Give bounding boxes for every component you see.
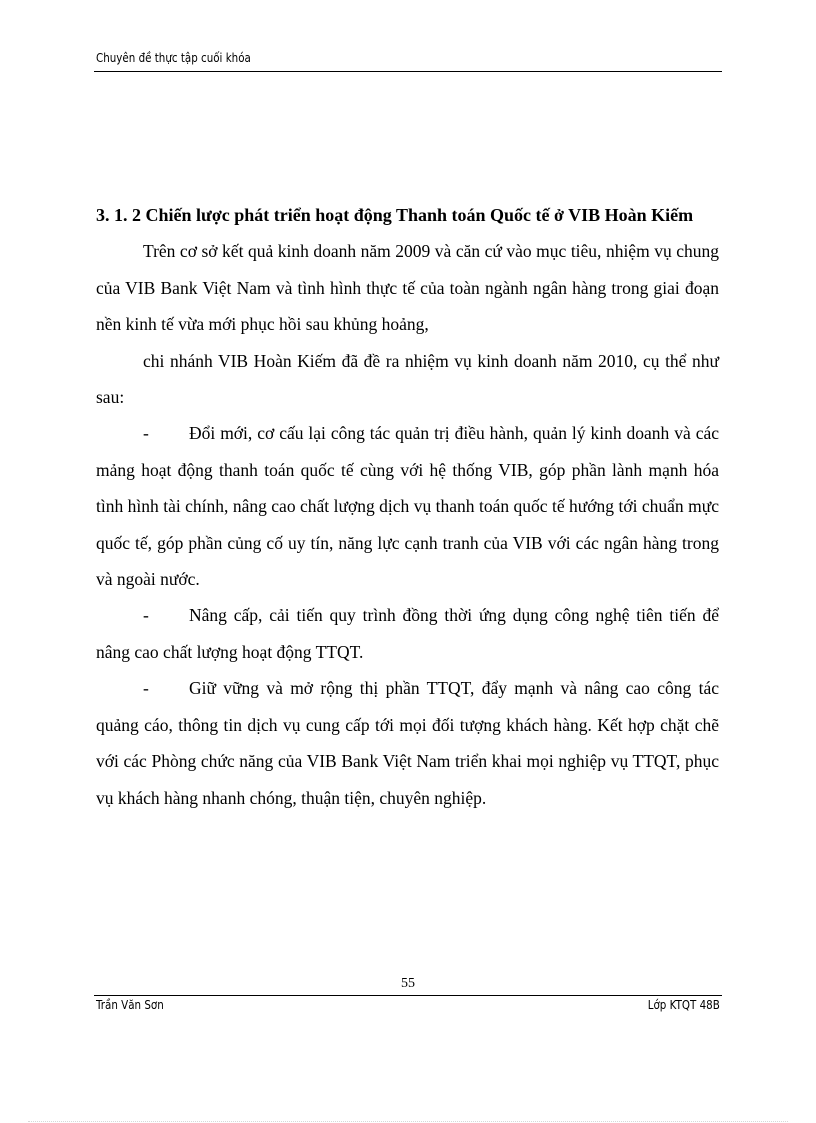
bullet-text: Giữ vững và mở rộng thị phần TTQT, đẩy mạnh và nâng cao công tác quảng cáo, thông tin dịch vụ cung cấp tới mọi đối tượng khách hàng. Kết hợp chặt chẽ với các Phòng chức năng của VIB Bank Việt Nam triển khai mọi nghiệp vụ TTQT, phục vụ khách hàng nhanh chóng, thuận tiện, chuyên nghiệp.: [96, 678, 719, 808]
bullet-item-2: [96, 597, 719, 670]
bullet-marker: -: [143, 678, 149, 699]
footer-divider: [94, 995, 722, 996]
page-number: 55: [401, 976, 415, 991]
bullet-marker: -: [143, 605, 149, 626]
section-heading: 3. 1. 2 Chiến lược phát triển hoạt động Thanh toán Quốc tế ở VIB Hoàn Kiếm: [96, 205, 694, 225]
footer-class-label: Lớp KTQT 48B: [647, 998, 720, 1012]
bullet-text: Đổi mới, cơ cấu lại công tác quản trị điều hành, quản lý kinh doanh và các mảng hoạt động thanh toán quốc tế cùng với hệ thống VIB, góp phần lành mạnh hóa tình hình tài chính, nâng cao chất lượng dịch vụ thanh toán quốc tế hướng tới chuẩn mực quốc tế, góp phần củng cố uy tín, năng lực cạnh tranh của VIB với các ngân hàng trong và ngoài nước.: [96, 423, 719, 590]
header-title: Chuyên đề thực tập cuối khóa: [96, 51, 251, 65]
bullet-text: Nâng cấp, cải tiến quy trình đồng thời ứng dụng công nghệ tiên tiến để nâng cao chất lượng hoạt động TTQT.: [96, 605, 719, 662]
document-body: [96, 197, 719, 816]
bullet-item-3: [96, 670, 719, 816]
bullet-marker: -: [143, 423, 149, 444]
page-edge-divider: [28, 1121, 788, 1122]
header-divider: [94, 71, 722, 72]
body-paragraph-1: Trên cơ sở kết quả kinh doanh năm 2009 và căn cứ vào mục tiêu, nhiệm vụ chung của VIB Bank Việt Nam và tình hình thực tế của toàn ngành ngân hàng trong giai đoạn nền kinh tế vừa mới phục hồi sau khủng hoảng,: [96, 241, 719, 335]
bullet-item-1: [96, 415, 719, 597]
footer-author: Trần Văn Sơn: [96, 998, 164, 1012]
body-paragraph-2: chi nhánh VIB Hoàn Kiếm đã đề ra nhiệm vụ kinh doanh năm 2010, cụ thể như sau:: [96, 350, 719, 408]
